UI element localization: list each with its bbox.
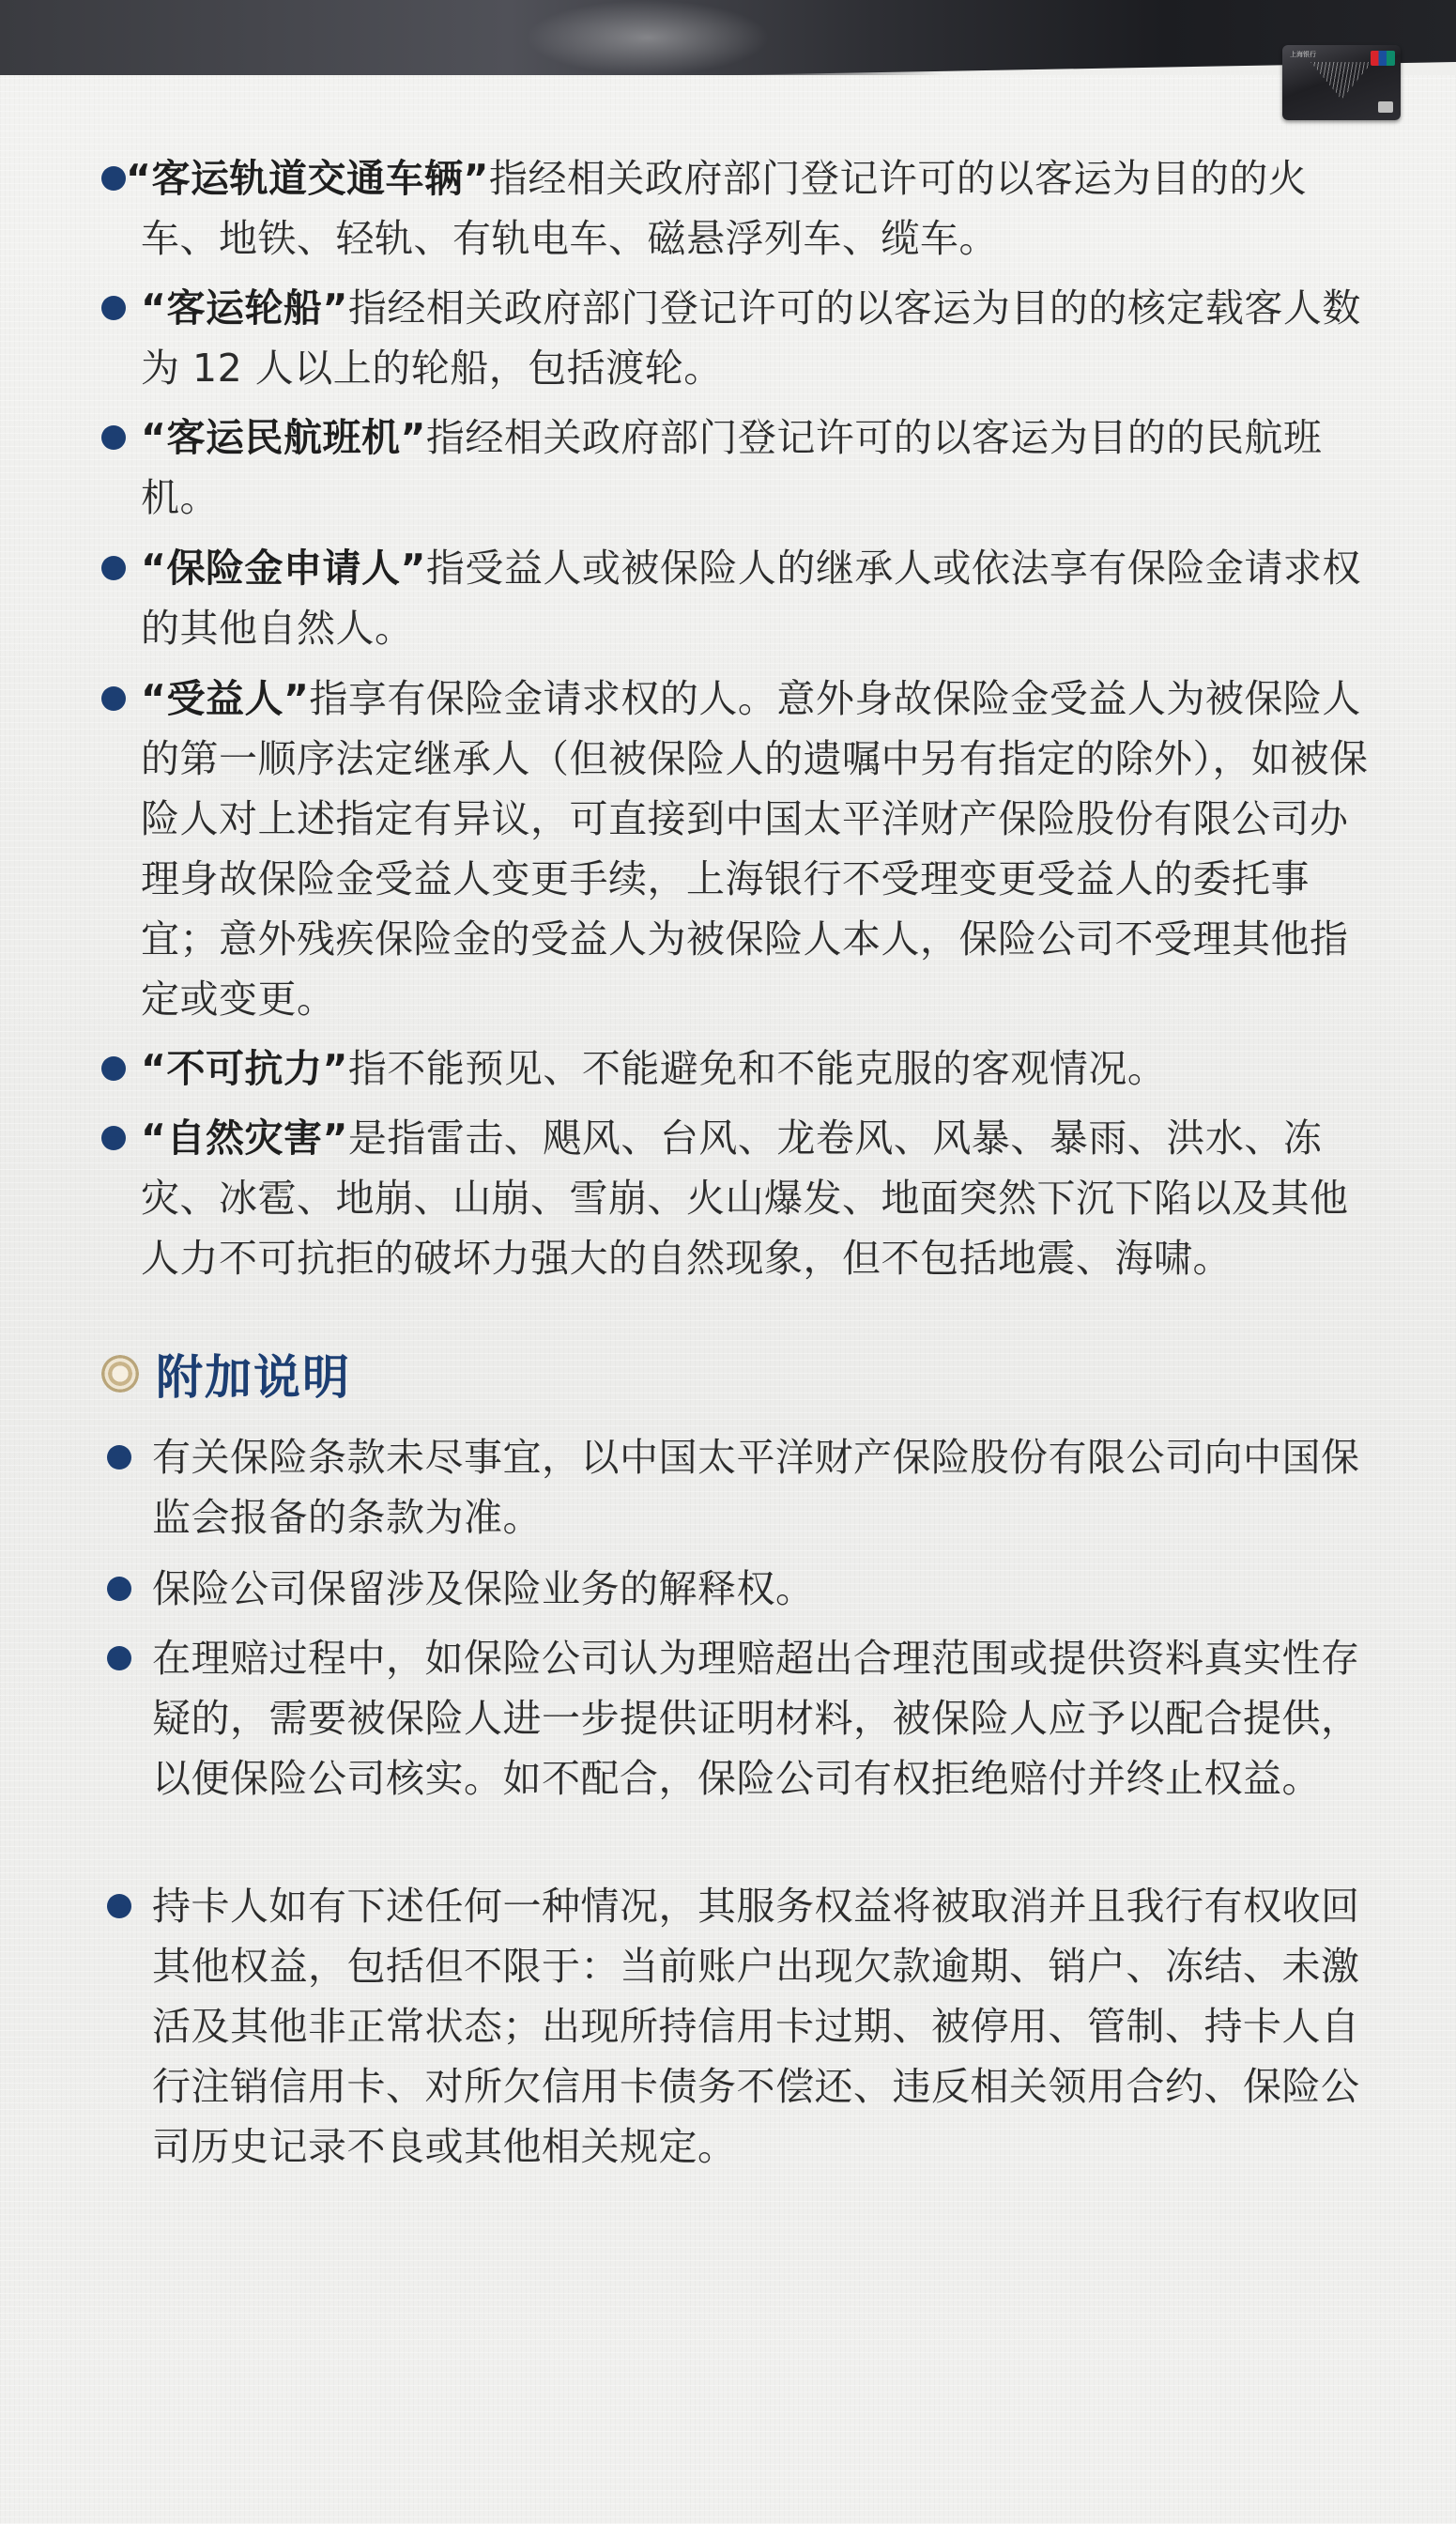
bullet-dot-icon xyxy=(101,1056,126,1081)
bullet-dot-icon xyxy=(107,1577,131,1601)
bullet-dot-icon xyxy=(107,1445,131,1470)
definition-item xyxy=(98,1039,1374,1099)
bullet-dot-icon xyxy=(107,1894,131,1918)
card-rays-decoration xyxy=(1310,62,1372,100)
definition-item xyxy=(98,408,1374,528)
definition-term: “受益人” xyxy=(141,676,310,721)
definition-term: “客运轨道交通车辆” xyxy=(126,156,489,201)
definition-text: 指经相关政府部门登记许可的以客运为目的的民航班机。 xyxy=(141,415,1323,520)
note-text: 在理赔过程中，如保险公司认为理赔超出合理范围或提供资料真实性存疑的，需要被保险人进一步提供证明材料，被保险人应予以配合提供，以便保险公司核实。如不配合，保险公司有权拒绝赔付并终止权益。 xyxy=(152,1636,1360,1801)
banner-shine xyxy=(526,0,770,75)
bullet-dot-icon xyxy=(101,425,126,450)
top-banner xyxy=(0,0,1456,75)
bullet-dot-icon xyxy=(101,556,126,580)
bullet-dot-icon xyxy=(101,1126,126,1150)
card-bank-name: 上海银行 xyxy=(1290,51,1316,58)
bullet-dot-icon xyxy=(101,166,126,191)
note-text: 持卡人如有下述任何一种情况，其服务权益将被取消并且我行有权收回其他权益，包括但不限于：当前账户出现欠款逾期、销户、冻结、未激活及其他非正常状态；出现所持信用卡过期、被停用、管制、持卡人自行注销信用卡、对所欠信用卡债务不偿还、违反相关领用合约、保险公司历史记录不良或其他相关规定。 xyxy=(152,1884,1360,2169)
medallion-icon xyxy=(101,1355,139,1393)
note-item xyxy=(98,1427,1374,1547)
definition-term: “不可抗力” xyxy=(141,1046,348,1091)
definition-item xyxy=(98,669,1374,1029)
definition-term: “客运轮船” xyxy=(141,285,348,331)
definition-item xyxy=(98,148,1374,269)
note-item xyxy=(98,1628,1374,1808)
definition-term: “客运民航班机” xyxy=(141,415,426,460)
note-item xyxy=(98,1559,1374,1619)
note-text: 有关保险条款未尽事宜，以中国太平洋财产保险股份有限公司向中国保监会报备的条款为准。 xyxy=(152,1435,1360,1540)
credit-card-image xyxy=(1282,45,1401,120)
bullet-dot-icon xyxy=(107,1646,131,1670)
definition-text: 指享有保险金请求权的人。意外身故保险金受益人为被保险人的第一顺序法定继承人（但被保险人的遗嘱中另有指定的除外），如被保险人对上述指定有异议，可直接到中国太平洋财产保险股份有限公司办理身故保险金受益人变更手续，上海银行不受理变更受益人的委托事宜；意外残疾保险金的受益人为被保险人本人，保险公司不受理其他指定或变更。 xyxy=(141,676,1369,1022)
note-item xyxy=(98,1876,1374,2177)
definition-term: “保险金申请人” xyxy=(141,546,426,591)
definition-text: 指受益人或被保险人的继承人或依法享有保险金请求权的其他自然人。 xyxy=(141,546,1361,651)
card-chip-icon xyxy=(1378,101,1393,113)
definition-item xyxy=(98,278,1374,398)
definition-text: 指经相关政府部门登记许可的以客运为目的的火车、地铁、轻轨、有轨电车、磁悬浮列车、缆车。 xyxy=(141,156,1308,261)
bullet-dot-icon xyxy=(101,296,126,320)
unionpay-logo-icon xyxy=(1371,51,1395,66)
definition-text: 指经相关政府部门登记许可的以客运为目的的核定载客人数为 12 人以上的轮船，包括渡轮。 xyxy=(141,285,1361,391)
definition-item xyxy=(98,1108,1374,1288)
definition-text: 是指雷击、飓风、台风、龙卷风、风暴、暴雨、洪水、冻灾、冰雹、地崩、山崩、雪崩、火山爆发、地面突然下沉下陷以及其他人力不可抗拒的破坏力强大的自然现象，但不包括地震、海啸。 xyxy=(141,1116,1349,1281)
note-text: 保险公司保留涉及保险业务的解释权。 xyxy=(152,1566,815,1611)
definition-term: “自然灾害” xyxy=(141,1116,348,1161)
section-title: 附加说明 xyxy=(156,1350,351,1405)
definition-text: 指不能预见、不能避免和不能克服的客观情况。 xyxy=(347,1046,1167,1091)
bullet-dot-icon xyxy=(101,686,126,711)
definition-item xyxy=(98,538,1374,658)
section-heading-additional xyxy=(101,1341,351,1407)
